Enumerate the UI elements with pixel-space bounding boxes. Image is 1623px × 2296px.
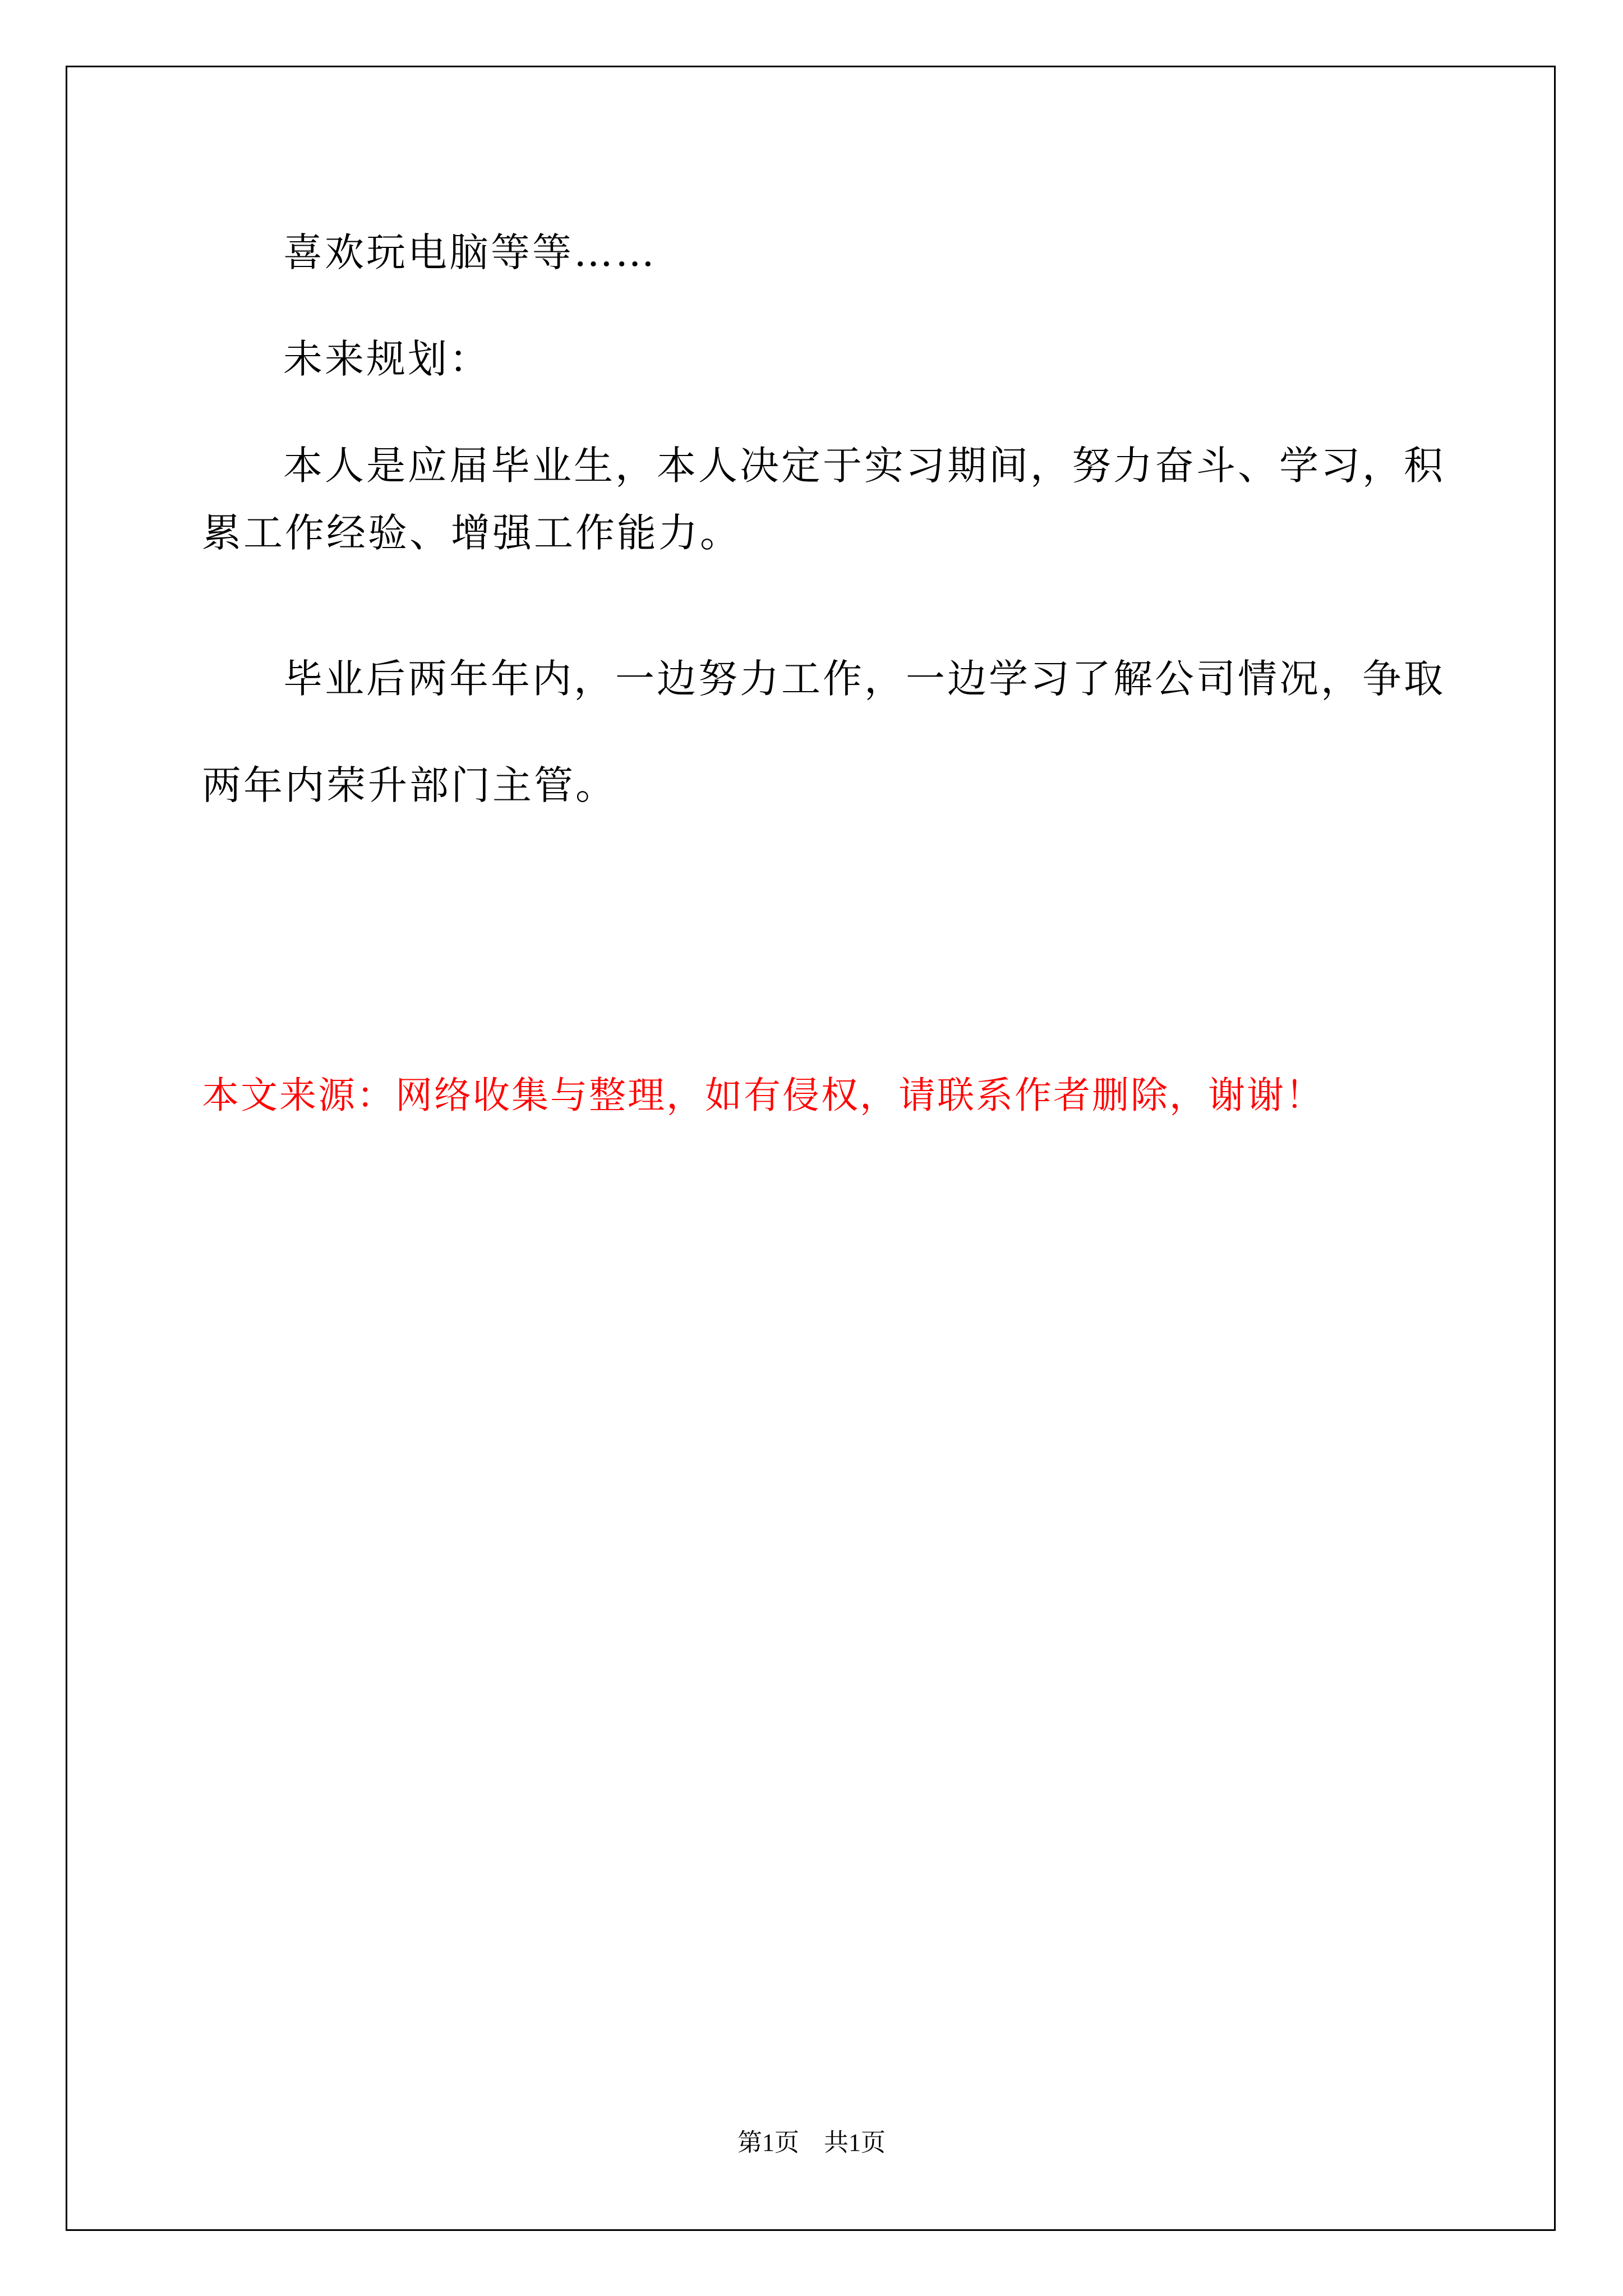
page-border <box>66 66 1556 2231</box>
paragraph-career-goal-line-2: 两年内荣升部门主管。 <box>202 762 617 808</box>
source-note: 本文来源：网络收集与整理，如有侵权，请联系作者删除，谢谢！ <box>202 1074 1324 1117</box>
paragraph-internship-line-2: 累工作经验、增强工作能力。 <box>202 510 741 556</box>
paragraph-career-goal-line-1: 毕业后两年年内，一边努力工作，一边学习了解公司情况，争取 <box>283 656 1445 702</box>
page-footer: 第1页 共1页 <box>737 2129 886 2156</box>
paragraph-internship-line-1: 本人是应届毕业生，本人决定于实习期间，努力奋斗、学习，积 <box>283 443 1445 489</box>
paragraph-hobbies: 喜欢玩电脑等等…… <box>283 229 657 275</box>
paragraph-future-plan-heading: 未来规划： <box>283 336 491 382</box>
